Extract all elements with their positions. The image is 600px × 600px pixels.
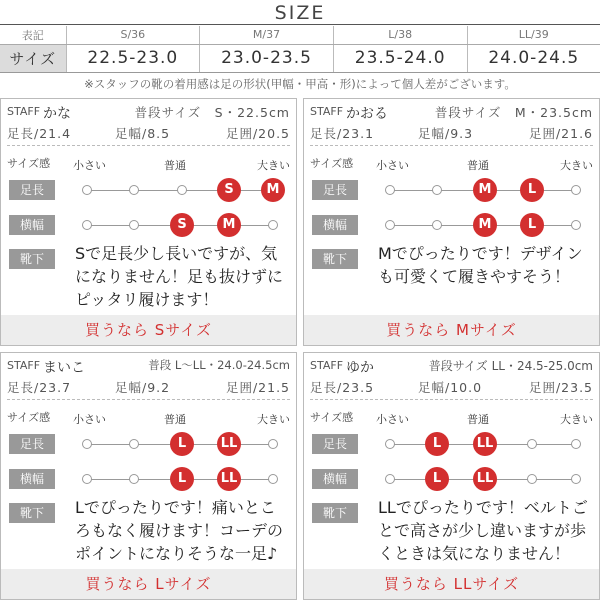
shoe-row-label: 靴下	[9, 503, 55, 523]
buy-recommendation: 買うなら Mサイズ	[304, 315, 599, 345]
foot-girth-measure: 足囲/20.5	[225, 126, 290, 141]
staff-card-kaoru	[303, 98, 600, 346]
staff-label: STAFF	[310, 359, 344, 372]
size-mark: M	[473, 178, 497, 202]
size-mark: L	[520, 178, 544, 202]
staff-comment: Sで足長少し長いですが、気になりません！足も抜けずにピッタリ履けます！	[75, 244, 284, 309]
usual-size: 普段サイズ S・22.5cm	[134, 105, 290, 120]
fit-note: ※スタッフの靴の着用感は足の形状(甲幅・甲高・形)によって個人差がございます。	[84, 77, 516, 91]
length-row-label: 足長	[312, 434, 358, 454]
scale-dot	[385, 220, 395, 230]
fit-sense-label: サイズ感	[7, 157, 51, 170]
usual-size: 普段サイズ M・23.5cm	[434, 105, 593, 120]
scale-small-label: 小さい	[73, 413, 106, 426]
size-table-value-cell: 23.0-23.5	[200, 44, 334, 72]
scale-dot	[268, 439, 278, 449]
width-row-label: 横幅	[312, 215, 358, 235]
dashed-divider	[310, 399, 593, 400]
scale-dot	[571, 220, 581, 230]
foot-width-measure: 足幅/10.0	[418, 380, 483, 395]
scale-dot	[82, 474, 92, 484]
scale-dot	[527, 439, 537, 449]
scale-dot	[129, 220, 139, 230]
size-table-row-label: サイズ	[0, 44, 66, 72]
size-mark: LL	[217, 467, 241, 491]
staff-label: STAFF	[7, 105, 41, 118]
size-mark: M	[261, 178, 285, 202]
size-table-header-cell: M/37	[200, 26, 334, 44]
width-row-label: 横幅	[9, 215, 55, 235]
scale-small-label: 小さい	[376, 413, 409, 426]
size-table-value-cell: 24.0-24.5	[467, 44, 600, 72]
foot-width-measure: 足幅/9.2	[115, 380, 171, 395]
size-table-value-row	[0, 44, 600, 72]
scale-dot	[385, 185, 395, 195]
scale-small-label: 小さい	[376, 159, 409, 172]
scale-dot	[527, 474, 537, 484]
width-row-label: 横幅	[312, 469, 358, 489]
scale-dot	[385, 439, 395, 449]
staff-comment: Mでぴったりです！デザインも可愛くて履きやすそう！	[378, 244, 583, 286]
scale-large-label: 大きい	[257, 159, 290, 172]
scale-dot	[129, 474, 139, 484]
usual-size: 普段 L〜LL・24.0-24.5cm	[148, 358, 290, 372]
size-table-header-cell: 表記	[0, 26, 66, 44]
length-row-label: 足長	[9, 180, 55, 200]
scale-dot	[385, 474, 395, 484]
size-table-header-cell: L/38	[333, 26, 467, 44]
foot-length-measure: 足長/23.1	[310, 126, 375, 141]
size-mark: L	[425, 467, 449, 491]
size-mark: L	[170, 432, 194, 456]
scale-normal-label: 普通	[164, 413, 186, 426]
buy-recommendation: 買うなら Sサイズ	[1, 315, 296, 345]
foot-length-measure: 足長/23.5	[310, 380, 375, 395]
foot-measurements	[7, 124, 290, 142]
fit-sense-label: サイズ感	[310, 411, 354, 424]
staff-name: ゆか	[346, 360, 374, 376]
size-table-header-cell: S/36	[66, 26, 200, 44]
scale-dot	[571, 185, 581, 195]
size-mark: M	[473, 213, 497, 237]
staff-header	[7, 357, 290, 375]
size-table-header-row	[0, 26, 600, 44]
size-table-value-cell: 23.5-24.0	[333, 44, 467, 72]
scale-dot	[571, 474, 581, 484]
shoe-row-label: 靴下	[312, 249, 358, 269]
scale-dot	[177, 185, 187, 195]
fit-sense-label: サイズ感	[310, 157, 354, 170]
scale-dot	[432, 185, 442, 195]
foot-girth-measure: 足囲/23.5	[528, 380, 593, 395]
shoe-row-label: 靴下	[312, 503, 358, 523]
staff-header	[7, 103, 290, 121]
size-mark: L	[425, 432, 449, 456]
foot-girth-measure: 足囲/21.6	[528, 126, 593, 141]
scale-dot	[82, 220, 92, 230]
size-mark: S	[170, 213, 194, 237]
staff-header	[310, 103, 593, 121]
scale-small-label: 小さい	[73, 159, 106, 172]
staff-card-maiko	[0, 352, 297, 600]
scale-large-label: 大きい	[560, 413, 593, 426]
staff-comment: Lでぴったりです！痛いところもなく履けます！コーデのポイントになりそうな一足♪	[75, 498, 284, 563]
length-row-label: 足長	[312, 180, 358, 200]
scale-dot	[82, 439, 92, 449]
size-mark: LL	[473, 467, 497, 491]
foot-width-measure: 足幅/9.3	[418, 126, 474, 141]
fit-sense-label: サイズ感	[7, 411, 51, 424]
staff-label: STAFF	[310, 105, 344, 118]
foot-measurements	[310, 124, 593, 142]
size-table	[0, 26, 600, 73]
staff-comment: LLでぴったりです！ベルトごとで高さが少し違いますが歩くときは気になりません！	[378, 498, 588, 563]
foot-length-measure: 足長/21.4	[7, 126, 72, 141]
size-mark: M	[217, 213, 241, 237]
page-title: SIZE	[274, 2, 326, 24]
size-mark: LL	[217, 432, 241, 456]
size-mark: LL	[473, 432, 497, 456]
scale-dot	[268, 220, 278, 230]
shoe-row-label: 靴下	[9, 249, 55, 269]
staff-name: かおる	[346, 106, 388, 122]
foot-girth-measure: 足囲/21.5	[225, 380, 290, 395]
size-mark: L	[520, 213, 544, 237]
scale-normal-label: 普通	[164, 159, 186, 172]
foot-length-measure: 足長/23.7	[7, 380, 72, 395]
dashed-divider	[7, 399, 290, 400]
size-mark: L	[170, 467, 194, 491]
foot-measurements	[310, 378, 593, 396]
staff-name: まいこ	[43, 360, 85, 376]
scale-dot	[129, 185, 139, 195]
scale-dot	[571, 439, 581, 449]
scale-normal-label: 普通	[467, 413, 489, 426]
scale-dot	[268, 474, 278, 484]
title-divider	[0, 24, 600, 25]
width-row-label: 横幅	[9, 469, 55, 489]
scale-large-label: 大きい	[560, 159, 593, 172]
dashed-divider	[310, 145, 593, 146]
staff-card-kana	[0, 98, 297, 346]
staff-name: かな	[43, 106, 71, 122]
foot-width-measure: 足幅/8.5	[115, 126, 171, 141]
buy-recommendation: 買うなら LLサイズ	[304, 569, 599, 599]
size-table-header-cell: LL/39	[467, 26, 600, 44]
staff-card-yuka	[303, 352, 600, 600]
usual-size: 普段サイズ LL・24.5-25.0cm	[428, 359, 593, 373]
scale-dot	[82, 185, 92, 195]
length-row-label: 足長	[9, 434, 55, 454]
foot-measurements	[7, 378, 290, 396]
buy-recommendation: 買うなら Lサイズ	[1, 569, 296, 599]
dashed-divider	[7, 145, 290, 146]
size-table-value-cell: 22.5-23.0	[66, 44, 200, 72]
staff-label: STAFF	[7, 359, 41, 372]
scale-large-label: 大きい	[257, 413, 290, 426]
scale-dot	[129, 439, 139, 449]
staff-header	[310, 357, 593, 375]
size-mark: S	[217, 178, 241, 202]
scale-dot	[432, 220, 442, 230]
scale-normal-label: 普通	[467, 159, 489, 172]
